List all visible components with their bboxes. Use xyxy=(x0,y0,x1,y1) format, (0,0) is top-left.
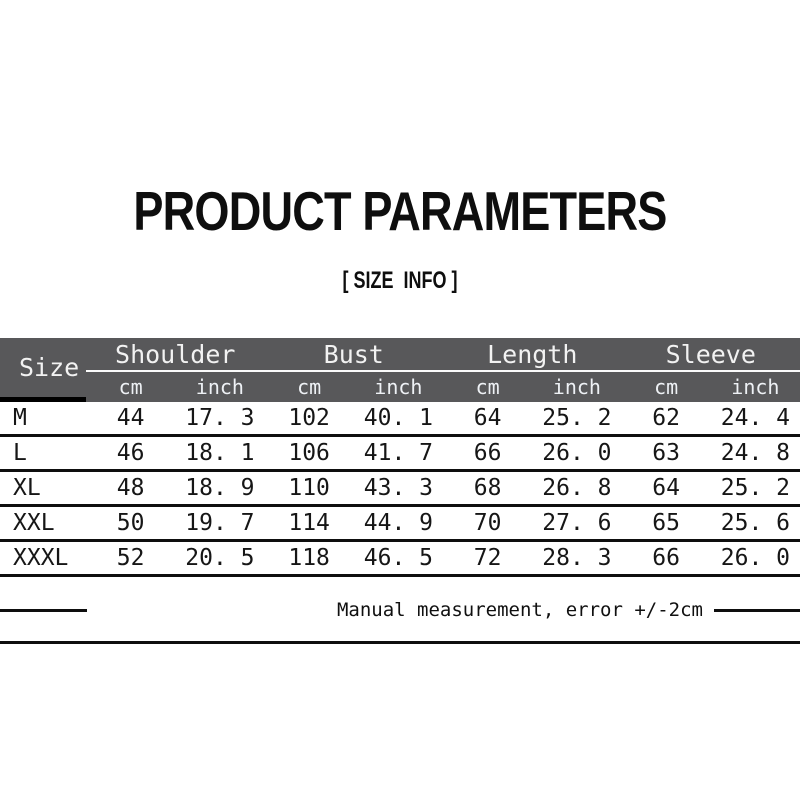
value-cell: 18. 9 xyxy=(185,475,255,501)
table-header xyxy=(0,338,800,402)
value-cell: 114 xyxy=(288,510,330,536)
value-cell: 44 xyxy=(116,405,145,431)
size-column-header: Size xyxy=(0,338,86,402)
bottom-rule xyxy=(0,641,800,644)
measurement-note-row xyxy=(0,597,800,623)
value-cell: 50 xyxy=(116,510,145,536)
unit-header-inch: inch xyxy=(374,375,423,399)
value-cell: 64 xyxy=(473,405,502,431)
value-cell: 24. 8 xyxy=(720,440,790,466)
page-title: PRODUCT PARAMETERS xyxy=(133,180,667,242)
value-cell: 26. 8 xyxy=(542,475,612,501)
value-cell: 43. 3 xyxy=(363,475,433,501)
value-cell: 25. 2 xyxy=(542,405,612,431)
table-row xyxy=(0,402,800,437)
measurement-note: Manual measurement, error +/-2cm xyxy=(336,599,703,621)
value-cell: 46 xyxy=(116,440,145,466)
value-cell: 18. 1 xyxy=(185,440,255,466)
unit-header-cm: cm xyxy=(118,375,143,399)
value-cell: 25. 6 xyxy=(720,510,790,536)
size-table xyxy=(0,338,800,577)
value-cell: 70 xyxy=(473,510,502,536)
value-cell: 24. 4 xyxy=(720,405,790,431)
value-cell: 25. 2 xyxy=(720,475,790,501)
group-header-sleeve: Sleeve xyxy=(665,339,756,369)
value-cell: 48 xyxy=(116,475,145,501)
unit-header-cm: cm xyxy=(297,375,322,399)
value-cell: 63 xyxy=(652,440,680,466)
value-cell: 46. 5 xyxy=(363,545,433,571)
group-header-row xyxy=(86,338,800,372)
note-left-rule xyxy=(0,609,87,612)
unit-header-inch: inch xyxy=(195,375,244,399)
unit-header-inch: inch xyxy=(552,375,601,399)
value-cell: 44. 9 xyxy=(363,510,433,536)
group-header-length: Length xyxy=(487,339,578,369)
value-cell: 27. 6 xyxy=(542,510,612,536)
table-row xyxy=(0,437,800,472)
value-cell: 19. 7 xyxy=(185,510,255,536)
unit-header-cm: cm xyxy=(654,375,679,399)
unit-header-inch: inch xyxy=(731,375,780,399)
value-cell: 65 xyxy=(652,510,680,536)
value-cell: 17. 3 xyxy=(185,405,255,431)
size-cell: M xyxy=(13,405,27,431)
table-row xyxy=(0,542,800,577)
value-cell: 40. 1 xyxy=(363,405,433,431)
size-cell: XL xyxy=(13,475,41,501)
value-cell: 26. 0 xyxy=(720,545,790,571)
unit-header-cm: cm xyxy=(475,375,500,399)
value-cell: 28. 3 xyxy=(542,545,612,571)
value-cell: 20. 5 xyxy=(185,545,255,571)
value-cell: 106 xyxy=(288,440,330,466)
measure-columns-header xyxy=(86,338,800,402)
group-header-shoulder: Shoulder xyxy=(115,339,236,369)
unit-header-row xyxy=(86,372,800,402)
size-cell: XXXL xyxy=(13,545,69,571)
value-cell: 72 xyxy=(473,545,502,571)
value-cell: 62 xyxy=(652,405,680,431)
value-cell: 102 xyxy=(288,405,330,431)
value-cell: 66 xyxy=(652,545,680,571)
size-cell: XXL xyxy=(13,510,55,536)
value-cell: 110 xyxy=(288,475,330,501)
group-header-bust: Bust xyxy=(323,339,384,369)
value-cell: 64 xyxy=(652,475,680,501)
value-cell: 118 xyxy=(288,545,330,571)
table-row xyxy=(0,472,800,507)
value-cell: 41. 7 xyxy=(363,440,433,466)
value-cell: 66 xyxy=(473,440,502,466)
note-right-rule xyxy=(714,609,800,612)
value-cell: 26. 0 xyxy=(542,440,612,466)
size-info-subtitle: [ SIZE INFO ] xyxy=(342,267,458,294)
size-cell: L xyxy=(13,440,27,466)
value-cell: 68 xyxy=(473,475,502,501)
value-cell: 52 xyxy=(116,545,145,571)
table-row xyxy=(0,507,800,542)
